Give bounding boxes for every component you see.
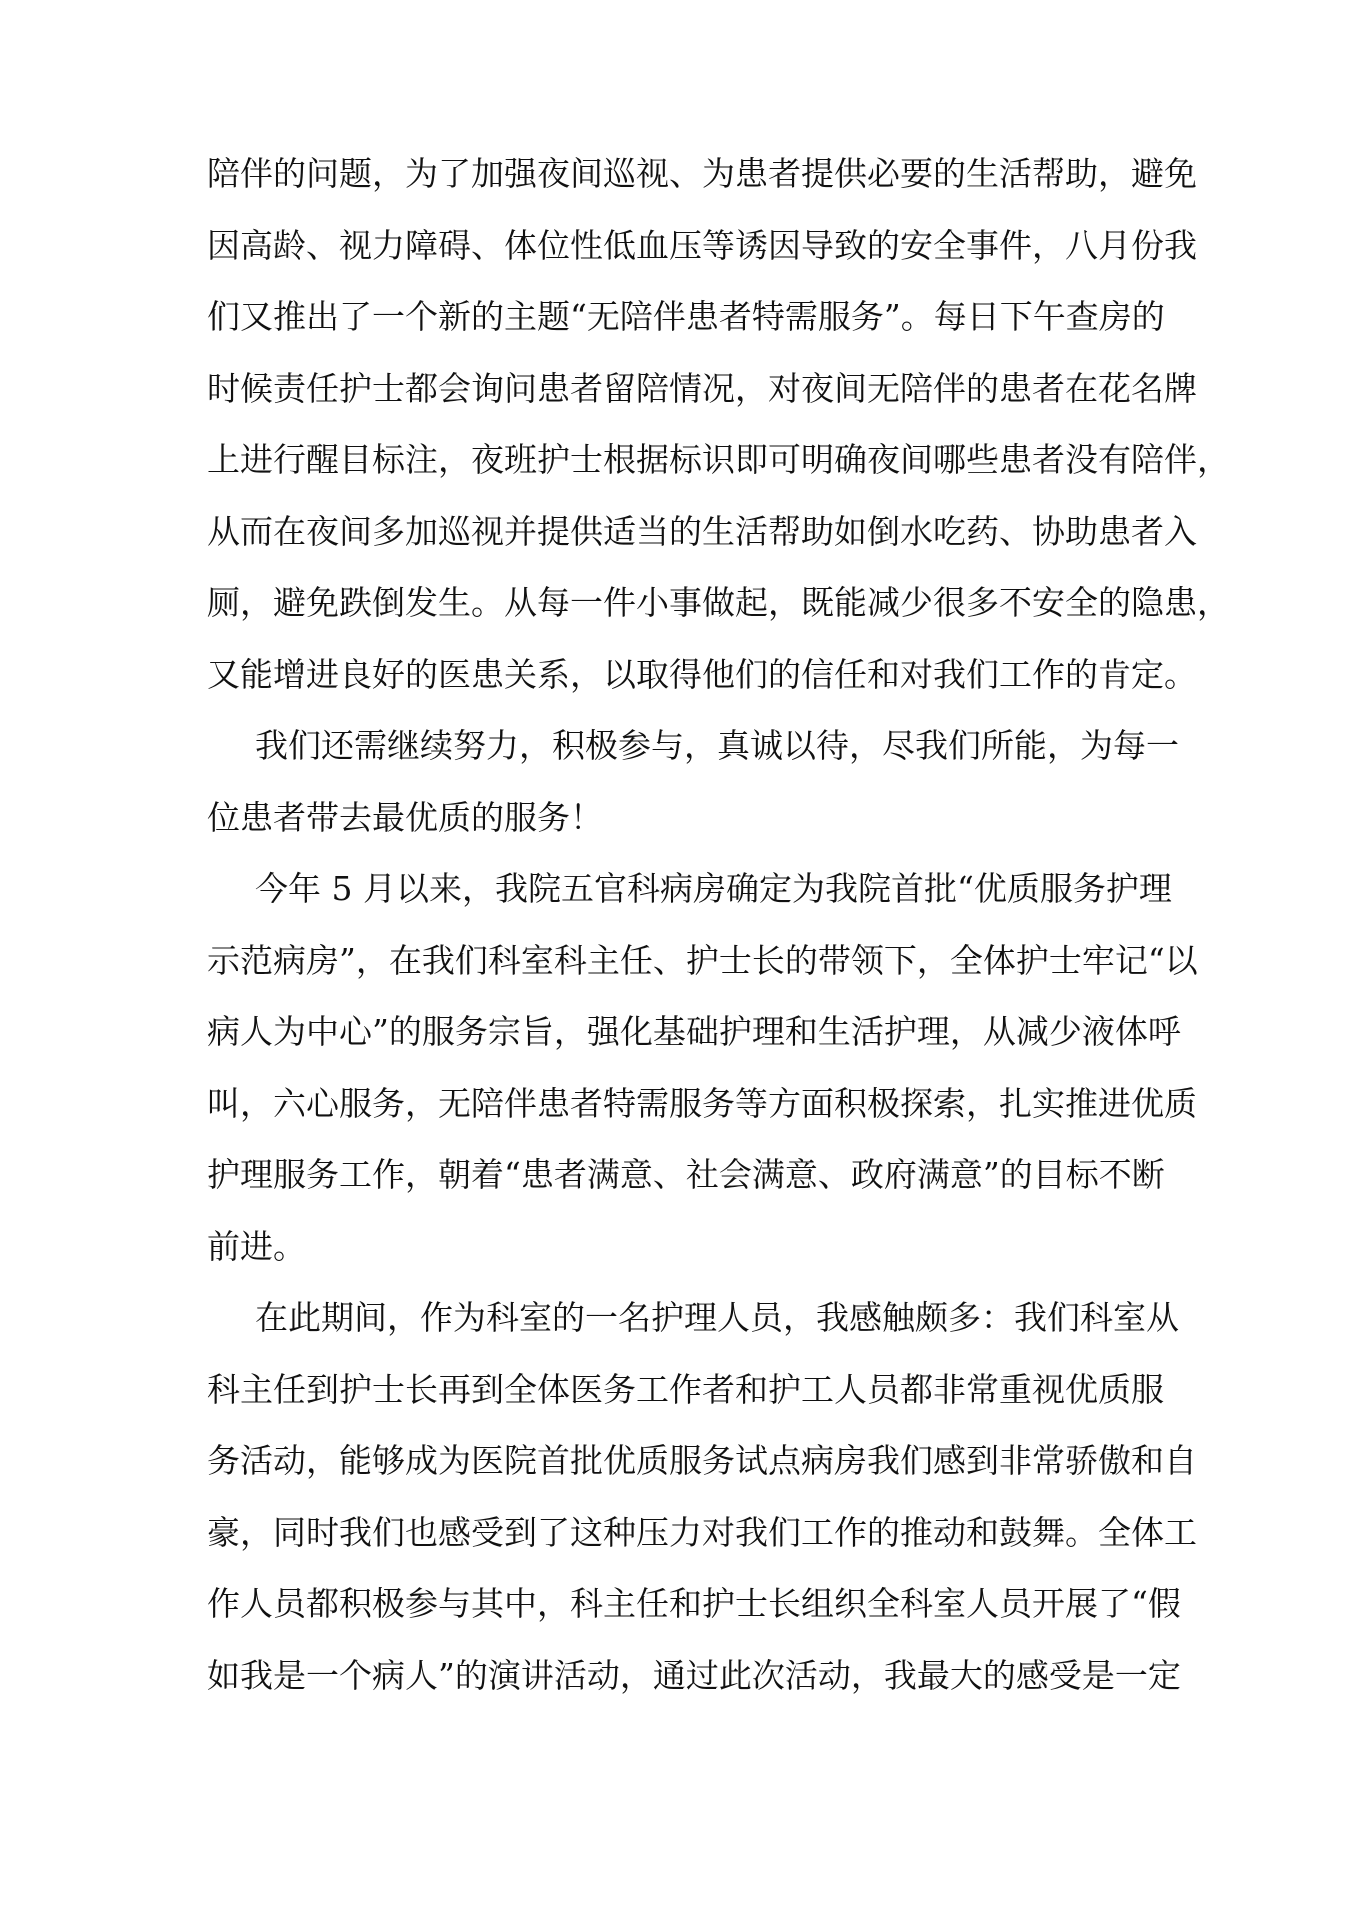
paragraph-first-line: 在此期间，作为科室的一名护理人员，我感触颇多：我们科室从 xyxy=(255,1298,1179,1337)
paragraph-first-line: 今年 5 月以来，我院五官科病房确定为我院首批“优质服务护理 xyxy=(255,869,1172,908)
text-line: 前进。 xyxy=(207,1226,306,1266)
text-line: 从而在夜间多加巡视并提供适当的生活帮助如倒水吃药、协助患者入 xyxy=(207,511,1197,551)
text-line: 陪伴的问题，为了加强夜间巡视、为患者提供必要的生活帮助，避免 xyxy=(207,154,1197,193)
text-line: 示范病房”，在我们科室科主任、护士长的带领下，全体护士牢记“以 xyxy=(207,940,1198,980)
text-line: 务活动，能够成为医院首批优质服务试点病房我们感到非常骄傲和自 xyxy=(207,1441,1197,1480)
text-line: 位患者带去最优质的服务！ xyxy=(207,797,603,837)
text-line: 厕，避免跌倒发生。从每一件小事做起，既能减少很多不安全的隐患， xyxy=(207,583,1230,622)
text-line: 又能增进良好的医患关系，以取得他们的信任和对我们工作的肯定。 xyxy=(207,654,1197,694)
document-body xyxy=(207,138,1230,1711)
text-line: 豪，同时我们也感受到了这种压力对我们工作的推动和鼓舞。全体工 xyxy=(207,1512,1197,1552)
text-line: 们又推出了一个新的主题“无陪伴患者特需服务”。每日下午查房的 xyxy=(207,297,1165,336)
text-line: 科主任到护士长再到全体医务工作者和护工人员都非常重视优质服 xyxy=(207,1369,1164,1409)
text-line: 如我是一个病人”的演讲活动，通过此次活动，我最大的感受是一定 xyxy=(207,1655,1181,1695)
text-line: 因高龄、视力障碍、体位性低血压等诱因导致的安全事件，八月份我 xyxy=(207,225,1197,265)
text-line: 叫，六心服务，无陪伴患者特需服务等方面积极探索，扎实推进优质 xyxy=(207,1083,1197,1123)
text-line: 病人为中心”的服务宗旨，强化基础护理和生活护理，从减少液体呼 xyxy=(207,1012,1181,1051)
text-line: 上进行醒目标注，夜班护士根据标识即可明确夜间哪些患者没有陪伴， xyxy=(207,440,1230,479)
paragraph-first-line: 我们还需继续努力，积极参与，真诚以待，尽我们所能，为每一 xyxy=(255,726,1179,765)
text-line: 时候责任护士都会询问患者留陪情况，对夜间无陪伴的患者在花名牌 xyxy=(207,368,1197,408)
text-line: 护理服务工作，朝着“患者满意、社会满意、政府满意”的目标不断 xyxy=(207,1155,1165,1194)
text-line: 作人员都积极参与其中，科主任和护士长组织全科室人员开展了“假 xyxy=(207,1584,1181,1623)
